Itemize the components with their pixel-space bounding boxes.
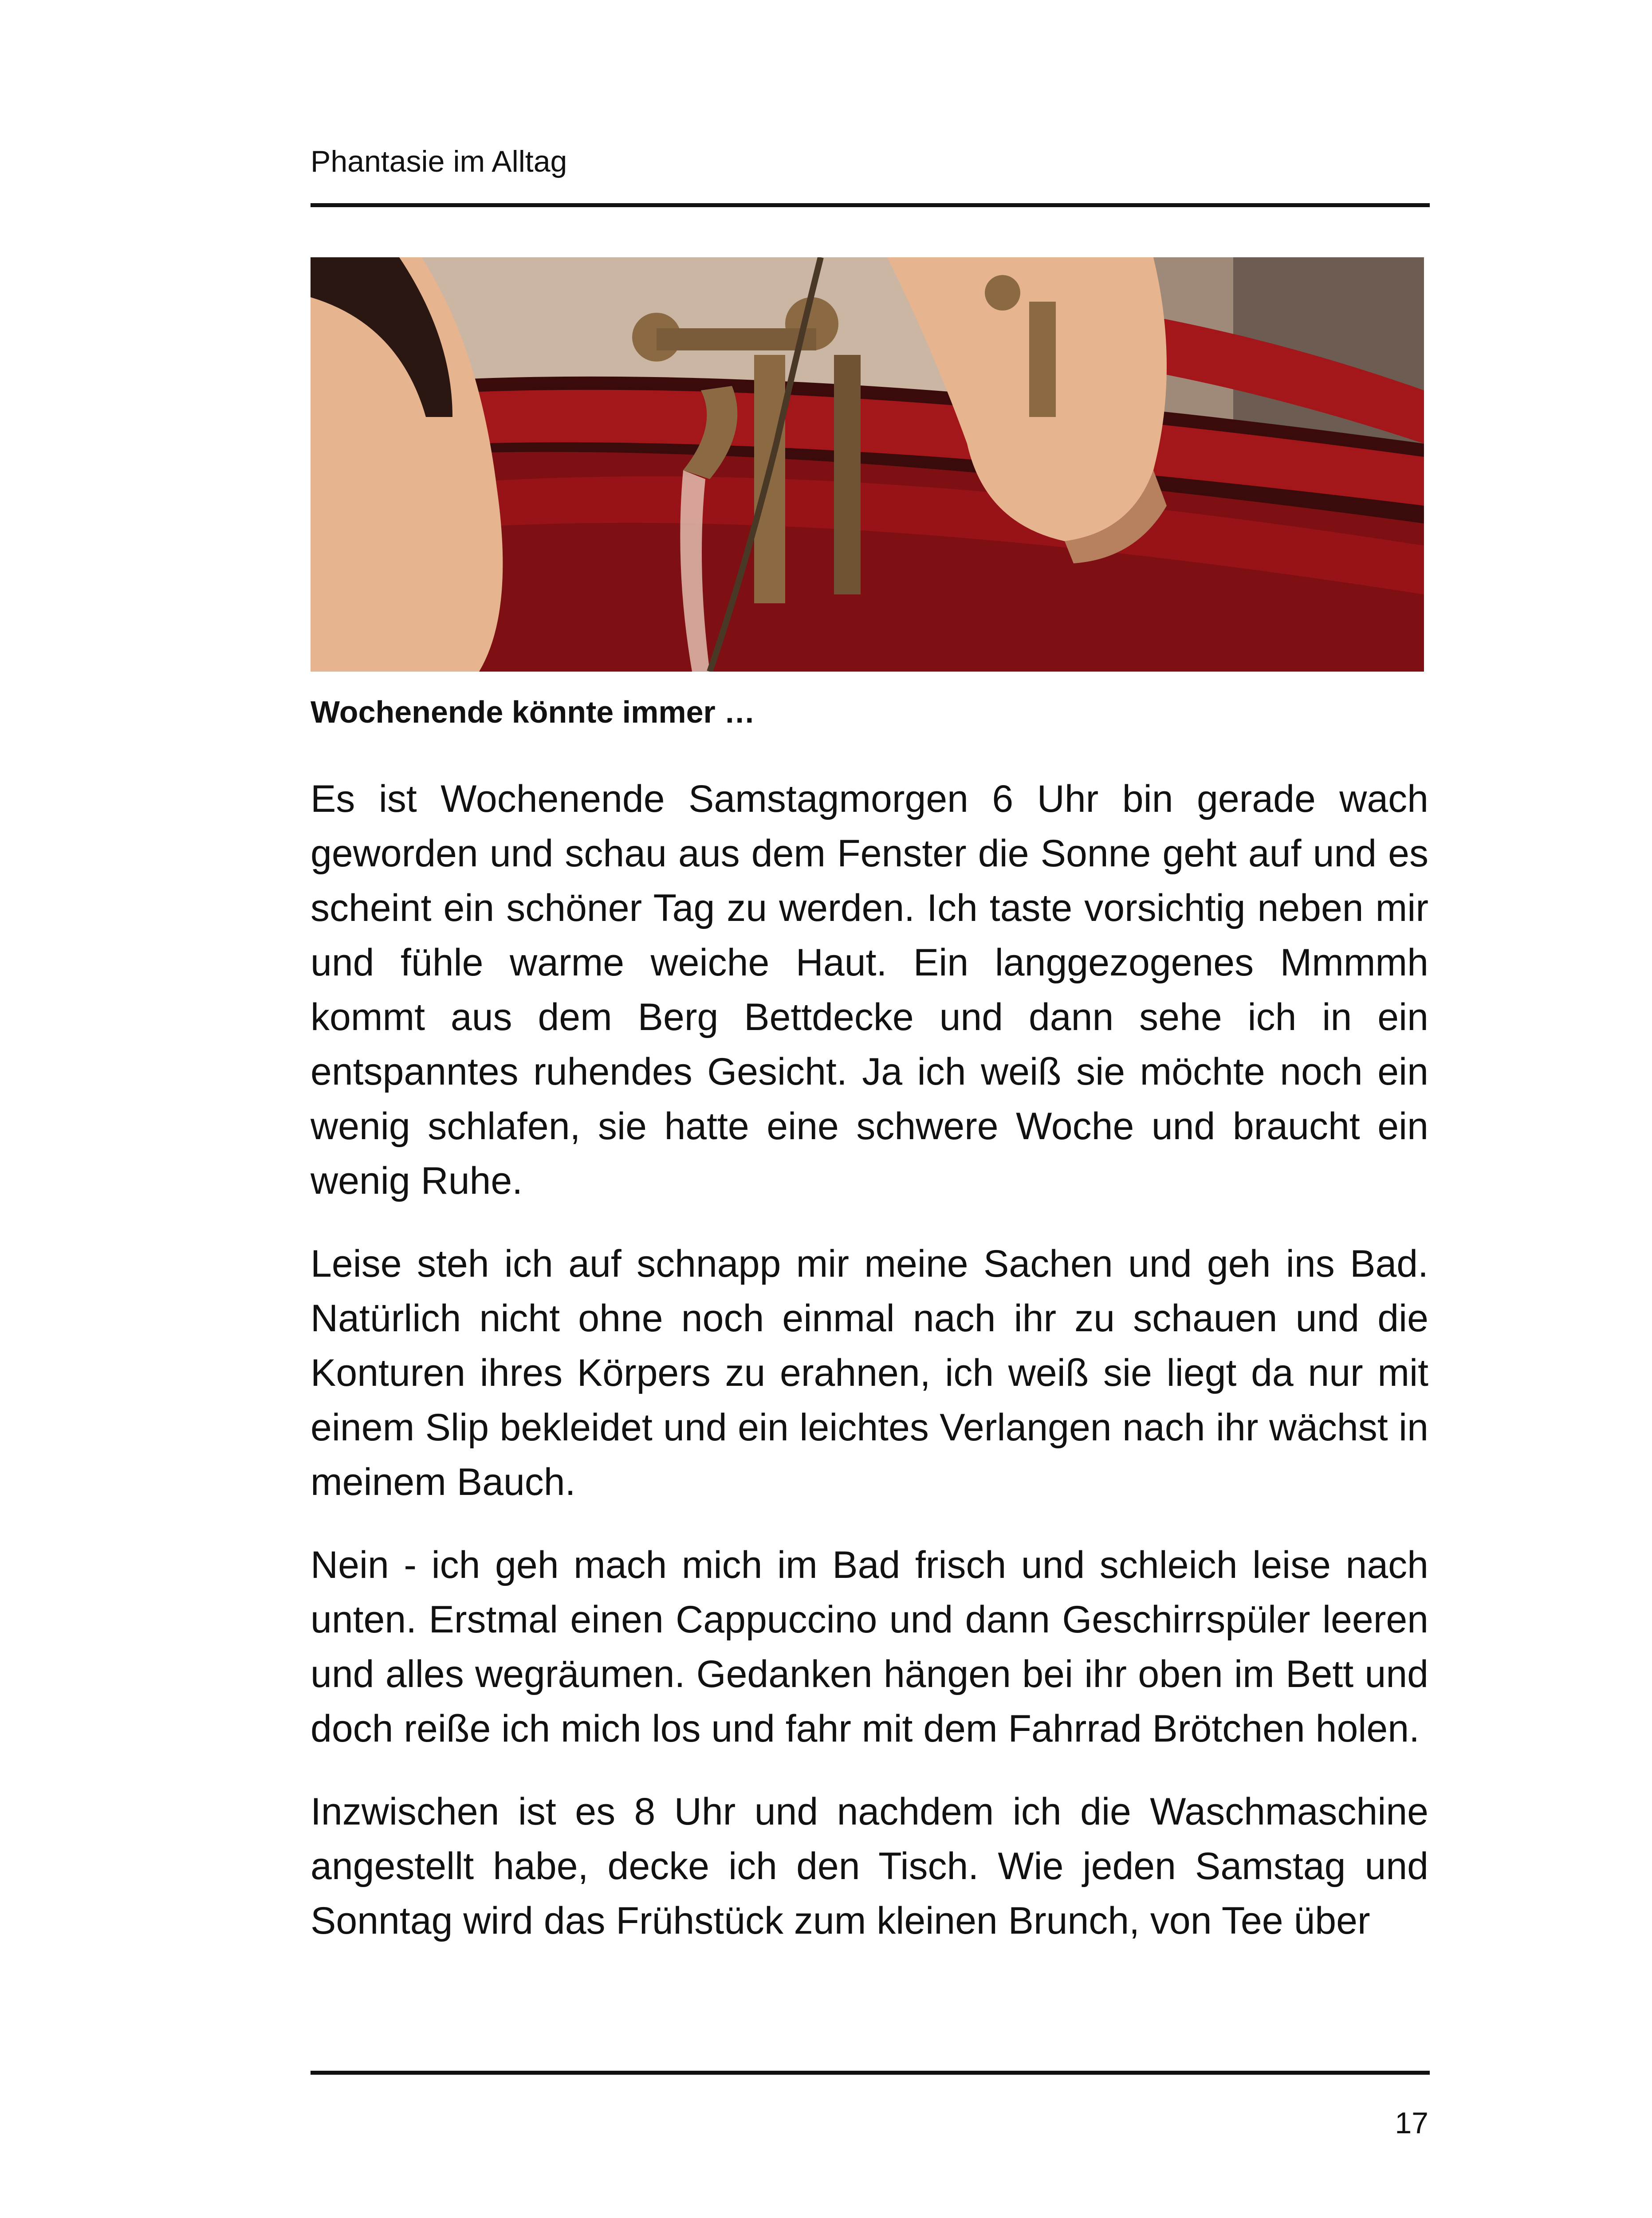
bathtub-photo-illustration-icon — [311, 257, 1424, 672]
paragraph: Leise steh ich auf schnapp mir meine Sachen und geh ins Bad. Natürlich nicht ohne noch einmal nach ihr zu schauen und die Konturen ihres Körpers zu erahnen, ich weiß sie liegt da nur mit einem Slip bekleidet und ein leichtes Verlangen nach ihr wächst in meinem Bauch. — [311, 1243, 1428, 1503]
paragraph: Nein - ich geh mach mich im Bad frisch und schleich leise nach unten. Erstmal einen Cappuccino und dann Geschirrspüler leeren und alles wegräumen. Gedanken hängen bei ihr oben im Bett und doch reiße ich mich los und fahr mit dem Fahrrad Brötchen holen. — [311, 1544, 1428, 1750]
header-rule — [311, 203, 1430, 207]
running-header: Phantasie im Alltag — [311, 145, 567, 178]
paragraph: Es ist Wochenende Samstagmorgen 6 Uhr bin gerade wach geworden und schau aus dem Fenster die Sonne geht auf und es scheint ein schöner Tag zu werden. Ich taste vorsichtig neben mir und fühle warme weiche Haut. Ein langgezogenes Mmmmh kommt aus dem Berg Bettdecke und dann sehe ich in ein entspanntes ruhendes Gesicht. Ja ich weiß sie möchte noch ein wenig schlafen, sie hatte eine schwere Woche und braucht ein wenig Ruhe. — [311, 778, 1428, 1202]
figure-caption: Wochenende könnte immer … — [311, 695, 755, 729]
footer-rule — [311, 2071, 1430, 2075]
page-number: 17 — [1395, 2106, 1428, 2140]
paragraph: Inzwischen ist es 8 Uhr und nachdem ich die Waschmaschine angestellt habe, decke ich den Tisch. Wie jeden Samstag und Sonntag wird das Frühstück zum kleinen Brunch, von Tee über — [311, 1790, 1428, 1942]
body-text — [311, 772, 1428, 1977]
